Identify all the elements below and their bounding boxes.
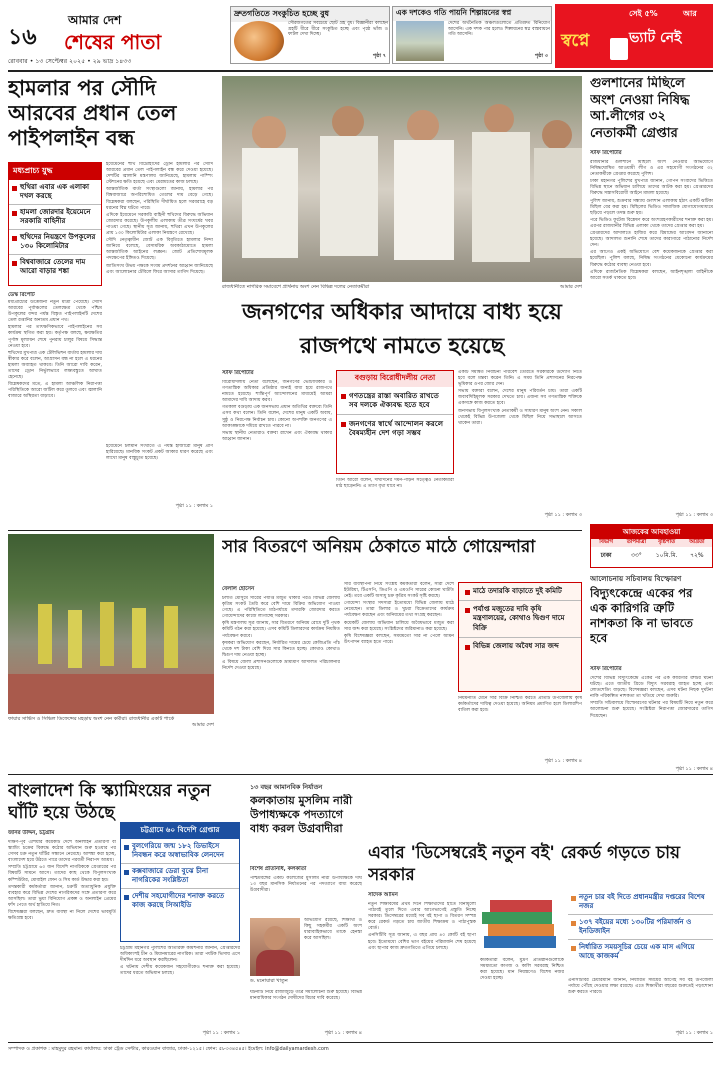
sidebox-title: বগুড়ায় বিরোধীদলীয় নেতা bbox=[337, 371, 453, 387]
kolkata-jump[interactable]: পৃষ্ঠা ১১ : কলাম ৪ bbox=[324, 1030, 362, 1036]
arrests-point: কক্সবাজারে ডেরা বুঝে চীনা নাগরিকের সংশ্লিষ্টতা bbox=[121, 864, 239, 889]
right-jump[interactable]: পৃষ্ঠা ১১ : কলাম ৩ bbox=[675, 512, 713, 518]
electric-body: দেশের বিভিন্ন বিদ্যুৎকেন্দ্রে একের পর এক কারিগরি ত্রুটির ঘটনা ঘটছে। এতে জাতীয় গ্রিডে বিদ্যুৎ সরবরাহ ব্যাহত হচ্ছে এবং লোডশেডিং বাড়ছে। বিশেষজ্ঞরা বলছেন, এসব ঘটনা নিছক দুর্ঘটনা নাকি পরিকল্পিত নাশকতা তা খতিয়ে দেখা জরুরি। সম্প্রতি সচিবালয়ে বিস্ফোরণের ঘটনার পর বিষয়টি নিয়ে নতুন করে আলোচনা শুরু হয়েছে। সংশ্লিষ্টরা নিরাপত্তা জোরদারের তাগিদ দিয়েছেন। bbox=[590, 676, 713, 719]
weather-box bbox=[590, 524, 713, 568]
arrests-box bbox=[120, 822, 240, 942]
war-point: হুথিরা এবার এক এলাকা দখল করছে bbox=[9, 180, 101, 205]
fertilizer-jump[interactable]: পৃষ্ঠা ১১ : কলাম ৪ bbox=[544, 758, 582, 764]
fertilizer-body-b: সার ব্যবস্থাপনা নিয়ে সংশ্লিষ্ট কর্মকর্তারা বলেন, সারা দেশে ইউরিয়া, টিএসপি, ডিএপি ও এমওপি সারের কোনো ঘাটতি নেই। তবে একটি অসাধু চক্র কৃত্রিম সংকট সৃষ্টি করছে। গোয়েন্দা সংস্থার সদস্যরা ইতোমধ্যে বিভিন্ন জেলায় মাঠে নেমেছেন। তারা ডিলার ও খুচরা বিক্রেতাদের কার্যক্রম পর্যবেক্ষণ করছেন এবং অনিয়মের তথ্য সংগ্রহ করছেন। কয়েকটি জেলায় অভিযান চালিয়ে অবৈধভাবে মজুত করা সার জব্দ করা হয়েছে। সংশ্লিষ্টদের জরিমানাও করা হয়েছে। কৃষি বিশেষজ্ঞরা বলছেন, সময়মতো সার না পেলে আমন উৎপাদন ব্যাহত হতে পারে। bbox=[344, 582, 454, 645]
teaser-mercury[interactable] bbox=[230, 6, 390, 64]
footer-rule bbox=[8, 1042, 713, 1043]
rally-photo-caption: রাজধানীতে নাগরিক সমাবেশে প্রার্থনায় অংশ নেন বিভিন্ন দলের নেতাকর্মীরা bbox=[222, 284, 370, 290]
main-jump[interactable]: পৃষ্ঠা ১১ : কলাম ৩ bbox=[544, 512, 582, 518]
teaser-title: এক দশকেও গতি পায়নি শিল্পায়নের স্বপ্ন bbox=[393, 7, 551, 21]
weather-header: বিভাগ তাপমাত্রা বৃষ্টিপাত আর্দ্রতা bbox=[591, 539, 712, 547]
fertilizer-headline[interactable]: সার বিতরণে অনিয়ম ঠেকাতে মাঠে গোয়েন্দারা bbox=[222, 537, 536, 557]
lead-left-headline[interactable]: হামলার পর সৌদি আরবের প্রধান তেল পাইপলাইন বন্ধ bbox=[8, 76, 177, 150]
lead-left-body-c: ইয়েমেনে চলমান সংঘাতে এ পর্যন্ত হাজারো মানুষ প্রাণ হারিয়েছে। মানবিক সংকট প্রকট আকার ধারণ করেছে এবং লাখো মানুষ বাস্তুচ্যুত হয়েছে। bbox=[106, 444, 213, 462]
war-point: হুথিদের নিয়ন্ত্রণে উপকূলের ১৩০ কিলোমিটার bbox=[9, 230, 101, 255]
lead-left-jump[interactable]: পৃষ্ঠা ১১ : কলাম ১ bbox=[175, 503, 213, 509]
fertilizer-body-c: নিয়মনীতি মেনে সার বিক্রি নিশ্চিত করতে প্রতিটি উপজেলায় কৃষি কর্মকর্তাদের দায়িত্ব দেওয়া হয়েছে। অনিয়ম প্রমাণিত হলে ডিলারশিপ বাতিল করা হবে। bbox=[458, 696, 582, 714]
rally-photo-credit: আমার দেশ bbox=[559, 284, 582, 290]
books-point: ১৩৭ বইয়ের মধ্যে ১৩০টির পরিমার্জন ও ইনডিজাইন bbox=[568, 915, 713, 940]
teaser-title: দ্রুতগতিতে সংকুচিত হচ্ছে বুধ bbox=[231, 7, 389, 22]
mercury-image bbox=[234, 21, 284, 61]
teaser-industry[interactable] bbox=[392, 6, 552, 64]
teaser-body: দেশের অর্থনৈতিক অঞ্চলগুলোতে প্রতিশ্রুত বিনিয়োগ আসেনি। এক দশক পার হলেও শিল্পায়নের স্বপ্ন বাস্তবায়নে গতি আসেনি। bbox=[448, 21, 550, 38]
books-headline[interactable]: এবার 'ডিসেম্বরেই নতুন বই' রেকর্ড গড়তে চায় সরকার bbox=[368, 843, 681, 885]
kolkata-portrait bbox=[250, 918, 300, 976]
fertilizer-byline: বেলাল হোসেন bbox=[222, 586, 255, 592]
main-headline[interactable]: জনগণের অধিকার আদায়ে বাধ্য হয়ে রাজপথে নামতে হয়েছে bbox=[242, 300, 562, 359]
sidebox-point: গণতন্ত্রের রাস্তা অবারিত রাখতে সব দলকে ঐক্যবদ্ধ হতে হবে bbox=[337, 387, 453, 415]
books-jump[interactable]: পৃষ্ঠা ১১ : কলাম ১ bbox=[675, 1030, 713, 1036]
main-byline: স্টাফ রিপোর্টার bbox=[222, 370, 254, 376]
books-points bbox=[568, 890, 713, 976]
kolkata-headline[interactable]: কলকাতায় মুসলিম নারী উপাধ্যক্ষকে পদত্যাগে বাধ্য করল উগ্রবাদীরা bbox=[250, 794, 353, 836]
drill-photo-caption: ফায়ার সার্ভিস ও সিভিল ডিফেন্সের মহড়ায় অংশ নেন কর্মীরা। রাজধানীর একটি পার্কে bbox=[8, 716, 175, 722]
section-name: শেষের পাতা bbox=[64, 30, 162, 54]
fertilizer-body-a: চলতি মৌসুমে সারের পর্যাপ্ত মজুত থাকার পরও বিভিন্ন জেলায় কৃত্রিম সংকট তৈরি করে বেশি দামে বিক্রির অভিযোগ পাওয়া গেছে। এ পরিস্থিতিতে মাঠপর্যায়ে তদারকি জোরদার করতে গোয়েন্দাদের কাজে লাগাচ্ছে সরকার। কৃষি মন্ত্রণালয় সূত্র জানায়, সার বিতরণে অনিয়ম রোধে দুটি পৃথক কমিটি গঠন করা হয়েছে। এসব কমিটি ডিলারদের কার্যক্রম নিয়মিত পর্যবেক্ষণ করবে। কৃষকরা অভিযোগ করছেন, নির্ধারিত দামের চেয়ে কেজিপ্রতি পাঁচ থেকে দশ টাকা বেশি দিয়ে সার কিনতে হচ্ছে। কোথাও কোথাও দ্বিগুণ দাম নেওয়া হচ্ছে। এ বিষয়ে জেলা প্রশাসনগুলোকে ভ্রাম্যমাণ আদালত পরিচালনার নির্দেশ দেওয়া হয়েছে। bbox=[222, 596, 340, 672]
industry-image bbox=[396, 21, 444, 61]
scam-body-b: চট্টগ্রাম মহানগর পুলিশের অতিরিক্ত কমিশনার জানান, গ্রেপ্তারদের অধিকাংশই চীন ও মিয়ানমারের নাগরিক। তারা পর্যটক ভিসায় এসে দীর্ঘদিন ধরে অবস্থান করছিলেন। এ ঘটনায় দেশীয় কয়েকজন সহযোগীকেও শনাক্ত করা হয়েছে। তাদের ধরতে অভিযান চলছে। bbox=[120, 946, 240, 977]
electric-byline: স্টাফ রিপোর্টার bbox=[590, 666, 622, 672]
books-body-b: কর্মকর্তারা বলেন, মুদ্রণ প্রতিষ্ঠানগুলোকে সময়মতো কাগজ ও কালি সরবরাহ নিশ্চিত করা হয়েছে। মান নিয়ন্ত্রণেও বিশেষ নজর দেওয়া হচ্ছে। bbox=[480, 958, 564, 982]
ad-text-dream: স্বপ্নে bbox=[561, 31, 590, 51]
fertilizer-point: মাঠে তদারকি বাড়াতে দুই কমিটি bbox=[459, 583, 581, 601]
books-body-c: এনসিটিবির চেয়ারম্যান জানান, নির্ধারিত সময়ের আগেই সব বই উপজেলা পর্যায়ে পৌঁছে দেওয়ার লক্ষ্য রয়েছে। এতে শিক্ষার্থীরা বছরের শুরুতেই পড়াশোনা শুরু করতে পারবে। bbox=[568, 978, 713, 996]
scam-body: দক্ষিণ-পূর্ব এশিয়ার কয়েকটি দেশে অনলাইন প্রতারণা বা স্ক্যামিং চক্রের বিরুদ্ধে কঠোর অভিযান শুরু হওয়ার পর সেসব চক্র নতুন ঘাঁটির সন্ধানে নেমেছে। আশঙ্কা করা হচ্ছে, বাংলাদেশ হয়ে উঠতে পারে তাদের পরবর্তী নিরাপদ আশ্রয়। সম্প্রতি চট্টগ্রামে ৬০ জন বিদেশি নাগরিককে গ্রেপ্তারের পর বিষয়টি সামনে আসে। তাদের কাছ থেকে বিপুলসংখ্যক কম্পিউটার, মোবাইল ফোন ও সিম কার্ড উদ্ধার করা হয়। তদন্তকারী কর্মকর্তারা জানান, চক্রটি অত্যাধুনিক প্রযুক্তি ব্যবহার করে বিভিন্ন দেশের নাগরিকদের সঙ্গে প্রতারণা করে আসছিল। তারা ভুয়া বিনিয়োগ প্রকল্প ও অনলাইন প্রেমের ফাঁদ পেতে অর্থ হাতিয়ে নিত। বিশেষজ্ঞরা বলছেন, দ্রুত ব্যবস্থা না নিলে দেশের ভাবমূর্তি ক্ষতিগ্রস্ত হবে। bbox=[8, 840, 116, 922]
drill-photo bbox=[8, 534, 214, 714]
vat-logo-icon bbox=[610, 38, 628, 60]
main-body-b: তিনি আরো বলেন, দীর্ঘদিনের দমন-পীড়ন সত্ত্বেও নেতাকর্মীরা মাঠ ছাড়েননি। এ ত্যাগ বৃথা যাবে না। bbox=[336, 478, 454, 490]
fertilizer-points bbox=[458, 582, 582, 692]
lower-divider bbox=[8, 774, 713, 775]
scam-byline: জনির উদ্দিন, চট্টগ্রাম bbox=[8, 830, 55, 836]
teaser-body: সৌরজগতের সবচেয়ে ছোট গ্রহ বুধ। বিজ্ঞানীরা বলছেন গ্রহটি ধীরে ধীরে সংকুচিত হচ্ছে এবং পৃষ্ঠে ভাঁজ ও ফাটল দেখা দিচ্ছে। bbox=[288, 21, 388, 38]
war-point: বিশ্ববাজারে তেলের দাম আরো বাড়ার শঙ্কা bbox=[9, 255, 101, 279]
electric-headline[interactable]: বিদ্যুৎকেন্দ্রে একের পর এক কারিগরি ত্রুটি নাশকতা কি না ভাবতে হবে bbox=[590, 586, 693, 645]
right-byline: স্টাফ রিপোর্টার bbox=[590, 150, 622, 156]
kolkata-kicker: ১৩ বছর আমানবিক নির্যাতন bbox=[250, 783, 323, 791]
electric-kicker: আলোচনায় সচিবালয় বিস্ফোরণ bbox=[590, 574, 682, 583]
lead-left-body-a: ইয়েমেনের হুথি বিদ্রোহীদের ড্রোন হামলার পর সৌদি আরবের প্রধান তেল পাইপলাইন বন্ধ করে দেওয়া হয়েছে। দেশটির জ্বালানি মন্ত্রণালয় জানিয়েছে, হামলায় পাম্পিং স্টেশনের ক্ষতি হয়েছে এবং মেরামতের কাজ চলছে। আন্তর্জাতিক বার্তা সংস্থাগুলো জানায়, হামলার পর বিশ্ববাজারে অপরিশোধিত তেলের দাম বেড়ে গেছে। বিশ্লেষকরা বলছেন, পরিস্থিতি দীর্ঘায়িত হলে সরবরাহে বড় ধরনের বিঘ্ন ঘটতে পারে। এদিকে ইয়েমেনে সরকারি বাহিনী হুথিদের বিরুদ্ধে অভিযান জোরদার করেছে। উপকূলীয় এলাকায় তীব্র সংঘর্ষের খবর পাওয়া গেছে। স্থানীয় সূত্র জানায়, হুথিরা এখন উপকূলের প্রায় ১৩০ কিলোমিটার এলাকা নিয়ন্ত্রণে রেখেছে। সৌদি নেতৃত্বাধীন জোট এক বিবৃতিতে হামলার নিন্দা জানিয়ে বলেছে, বেসামরিক অবকাঠামোতে হামলা আন্তর্জাতিক আইনের লঙ্ঘন। জোট প্রতিশোধমূলক পদক্ষেপের ইঙ্গিতও দিয়েছে। জাতিসংঘ উভয় পক্ষকে সংযম প্রদর্শনের আহ্বান জানিয়েছে এবং আলোচনার টেবিলে ফিরে আসার তাগিদ দিয়েছে। bbox=[106, 162, 213, 275]
weather-row: ঢাকা ৩৩° ১০মি.মি. ৭২% bbox=[600, 552, 704, 559]
kolkata-body-c: ঘটনাটি নিয়ে রাজ্যজুড়ে তীব্র সমালোচনা শুরু হয়েছে। বিভিন্ন মানবাধিকার সংগঠন দোষীদের বিচার দাবি করেছে। bbox=[250, 990, 362, 1002]
ad-text-novat: ভ্যাট নেই bbox=[629, 30, 682, 46]
paper-name: আমার দেশ bbox=[68, 13, 122, 27]
electric-jump[interactable]: পৃষ্ঠা ১১ : কলাম ৪ bbox=[675, 766, 713, 772]
main-sidebox bbox=[336, 370, 454, 474]
date-line: রোববার • ১৩ সেপ্টেম্বর ২০২৫ • ২৯ ভাদ্র ১৪৩৩ bbox=[8, 58, 132, 65]
rally-photo bbox=[222, 76, 582, 282]
arrests-title: চট্টগ্রামে ৬০ বিদেশি গ্রেপ্তার bbox=[121, 823, 239, 839]
kolkata-byline: বিশেষ প্রতিনিধি, কলকাতা bbox=[250, 866, 307, 872]
lead-left-byline: ডেস্ক রিপোর্ট bbox=[8, 292, 35, 298]
teaser-jump: পৃষ্ঠা ৭ bbox=[372, 53, 386, 59]
arrests-point: বুলগেরিয়ে জন্ম ১৮২ ডিভাইসে নিবন্ধন করে অস্বাভাবিক লেনদেন bbox=[121, 839, 239, 864]
right-headline[interactable]: গুলশানের মিছিলে অংশ নেওয়া নিষিদ্ধ আ.লীগের ৩২ নেতাকর্মী গ্রেপ্তার bbox=[590, 76, 690, 141]
fertilizer-point: পর্যাপ্ত মজুতের দাবি কৃষি মন্ত্রণালয়ের, কোথাও দ্বিগুণ দামে বিক্রি bbox=[459, 601, 581, 638]
lead-left-body-b: মধ্যপ্রাচ্যের উত্তেজনা নতুন মাত্রা পেয়েছে। সৌদি আরবের পূর্বাঞ্চলের তেলক্ষেত্র থেকে পশ্চিম উপকূলের বন্দর পর্যন্ত বিস্তৃত পাইপলাইনটি দেশের তেল রপ্তানির অন্যতম প্রধান পথ। হামলার পর তাৎক্ষণিকভাবে পাইপলাইনের সব কার্যক্রম স্থগিত করা হয়। কর্তৃপক্ষ বলছে, ক্ষয়ক্ষতির পূর্ণাঙ্গ মূল্যায়ন শেষে পুনরায় চালুর বিষয়ে সিদ্ধান্ত নেওয়া হবে। হুথিদের মুখপাত্র এক টেলিভিশন বার্তায় হামলার দায় স্বীকার করে বলেন, আগ্রাসন বন্ধ না হলে এ ধরনের হামলা অব্যাহত থাকবে। তিনি আরো দাবি করেন, তাদের ড্রোন নির্ভুলভাবে লক্ষ্যবস্তুতে আঘাত হেনেছে। বিশ্লেষকদের মতে, এ হামলা আঞ্চলিক নিরাপত্তা পরিস্থিতিকে আরো জটিল করে তুলবে এবং জ্বালানি বাজারে অস্থিরতা বাড়াবে। bbox=[8, 300, 102, 400]
scam-headline[interactable]: বাংলাদেশ কি স্ক্যামিংয়ের নতুন ঘাঁটি হয়ে উঠছে bbox=[8, 781, 211, 823]
main-body-c: একটি সমন্বিত নির্বাচনী পরিবেশ তৈরিতে সরকারকে উদ্যোগ নিতে হবে বলে মন্তব্য করেন তিনি। এ সময় তিনি প্রশাসনের নিরপেক্ষ ভূমিকার ওপর জোর দেন। সভায় বক্তারা বলেন, দেশের মানুষ পরিবর্তন চায়। তারা একটি জবাবদিহিমূলক সরকার দেখতে চায়। এজন্য সব গণতান্ত্রিক শক্তিকে একসঙ্গে কাজ করতে হবে। জনসভায় বিপুলসংখ্যক নেতাকর্মী ও সাধারণ মানুষ অংশ নেন। সকাল থেকেই বিভিন্ন উপজেলা থেকে মিছিল নিয়ে সভাস্থলে আসতে থাকেন তারা। bbox=[458, 370, 582, 426]
teaser-jump: পৃষ্ঠা ৩ bbox=[534, 53, 548, 59]
fertilizer-point: বিভিন্ন জেলায় অবৈধ সার জব্দ bbox=[459, 638, 581, 655]
sidebox-point: জনগণের স্বার্থে আন্দোলন করলে বৈষম্যহীন দেশ গড়া সম্ভব bbox=[337, 415, 453, 442]
books-body-a: নতুন শিক্ষাবর্ষের প্রথম দিনে শিক্ষার্থীদের হাতে বিনামূল্যে পাঠ্যবই তুলে দিতে এবার আগেভাগেই প্রস্তুতি নিচ্ছে সরকার। ডিসেম্বরের মধ্যেই সব বই ছাপা ও বিতরণ সম্পন্ন করে রেকর্ড গড়তে চায় জাতীয় শিক্ষাক্রম ও পাঠ্যপুস্তক বোর্ড। এনসিটিবি সূত্র জানায়, এ বছর প্রায় ৪০ কোটি বই ছাপা হবে। ইতোমধ্যে বেশির ভাগ বইয়ের পরিমার্জন শেষ হয়েছে এবং ছাপার কাজ দ্রুতগতিতে এগিয়ে চলছে। bbox=[368, 902, 476, 951]
kolkata-portrait-caption: ড. মনোয়ারা খাতুন bbox=[250, 978, 288, 984]
masthead bbox=[8, 6, 220, 68]
kolkata-body-b: অভিযোগ রয়েছে, শিক্ষার্থী ও কিছু সহকর্মীর একটি অংশ ধারাবাহিকভাবে তাকে হেনস্তা করে আসছিল। bbox=[304, 918, 362, 942]
section-divider bbox=[8, 530, 582, 531]
main-body-a: বিরোধীদলীয় নেতা বলেছেন, জনগণের ভোটাধিকার ও গণতান্ত্রিক অধিকার প্রতিষ্ঠার জন্যই বাধ্য হয়ে রাজপথে নামতে হয়েছে। শান্তিপূর্ণ আন্দোলনের মাধ্যমেই আমরা আমাদের দাবি আদায় করব। গতকাল বগুড়ায় এক জনসভায় প্রধান অতিথির বক্তব্যে তিনি এসব কথা বলেন। তিনি বলেন, দেশের মানুষ একটি অবাধ, সুষ্ঠু ও নিরপেক্ষ নির্বাচন চায়। কোনো অপশক্তি জনগণের এ আকাঙ্ক্ষাকে দমিয়ে রাখতে পারবে না। সভায় স্থানীয় নেতারাও বক্তব্য রাখেন এবং ঐক্যবদ্ধ থাকার আহ্বান জানান। bbox=[222, 380, 332, 442]
books-byline: সাদেক আমিন bbox=[368, 892, 398, 898]
arrests-point: দেশীয় সহযোগীদের শনাক্ত করতে কাজ করছে সিআইডি bbox=[121, 889, 239, 913]
ad-text-small: সেই ৫% bbox=[629, 9, 658, 18]
books-point: নতুন চার বই দিতে প্রধানমন্ত্রীর দপ্তরের বিশেষ নজর bbox=[568, 890, 713, 915]
page-number: ১৬ bbox=[8, 25, 37, 50]
ad-text-and: আর bbox=[683, 9, 697, 18]
weather-title: আজকের আবহাওয়া bbox=[591, 525, 712, 539]
books-illustration bbox=[480, 892, 564, 954]
war-point: হামলা জোরদার ইয়েমেনে সরকারি বাহিনীর bbox=[9, 205, 101, 230]
scam-jump[interactable]: পৃষ্ঠা ১১ : কলাম ১ bbox=[202, 1030, 240, 1036]
kolkata-body-a: পশ্চিমবঙ্গের একটি কলেজের মুসলিম নারী উপাধ্যক্ষকে দীর্ঘ ১৩ বছর মানসিক নির্যাতনের পর পদত্যাগে বাধ্য করেছে উগ্রবাদীরা। bbox=[250, 876, 362, 894]
masthead-rule bbox=[8, 70, 713, 72]
right-body: রাজধানীর গুলশানে মিছিলে অংশ নেওয়ার অভিযোগে নিষিদ্ধঘোষিত আওয়ামী লীগ ও এর সহযোগী সংগঠনের ৩২ নেতাকর্মীকে গ্রেপ্তার করেছে পুলিশ। ঢাকা মহানগর পুলিশের মুখপাত্র জানান, গোপন সংবাদের ভিত্তিতে বিভিন্ন স্থানে অভিযান চালিয়ে তাদের আটক করা হয়। গ্রেপ্তারদের বিরুদ্ধে সন্ত্রাসবিরোধী আইনে মামলা হয়েছে। পুলিশ জানায়, শুক্রবার সন্ধ্যায় গুলশান এলাকায় হঠাৎ একটি ঝটিকা মিছিল বের করা হয়। মিছিলের ভিডিও সামাজিক যোগাযোগমাধ্যমে ছড়িয়ে পড়লে তদন্ত শুরু হয়। পরে ভিডিও ফুটেজ বিশ্লেষণ করে অংশগ্রহণকারীদের শনাক্ত করা হয়। এরপর রাজধানীর বিভিন্ন এলাকা থেকে তাদের গ্রেপ্তার করা হয়। গ্রেপ্তারদের আদালতে হাজির করে রিমান্ডের আবেদন জানানো হয়েছে। আদালত শুনানি শেষে তাদের কারাগারে পাঠানোর নির্দেশ দেন। এর আগেও একই অভিযোগে বেশ কয়েকজনকে গ্রেপ্তার করা হয়েছিল। পুলিশ বলছে, নিষিদ্ধ সংগঠনের যেকোনো কার্যক্রমের বিরুদ্ধে কঠোর ব্যবস্থা নেওয়া হবে। এদিকে রাজনৈতিক বিশ্লেষকরা বলছেন, আইনশৃঙ্খলা বাহিনীকে আরো সতর্ক থাকতে হবে। bbox=[590, 160, 713, 281]
war-box-title: মধ্যপ্রাচ্য যুদ্ধ bbox=[9, 163, 101, 180]
vat-advertisement[interactable] bbox=[555, 4, 713, 68]
war-box bbox=[8, 162, 102, 286]
imprint-line: সম্পাদক ও প্রকাশক : মাহমুদুর রহমান। কার্যালয়: ঢাকা ট্রেড সেন্টার, কারওয়ান বাজার, ঢাকা-১২১৫। ফোন: ৫৮৩৩৪৫৪৫। ইমেইল: info@dailyamardesh.com bbox=[8, 1046, 329, 1052]
books-point: নির্ধারিত সময়সূচির চেয়ে এক মাস এগিয়ে আছে কাজকর্ম bbox=[568, 940, 713, 964]
drill-photo-credit: আমার দেশ bbox=[191, 722, 214, 728]
